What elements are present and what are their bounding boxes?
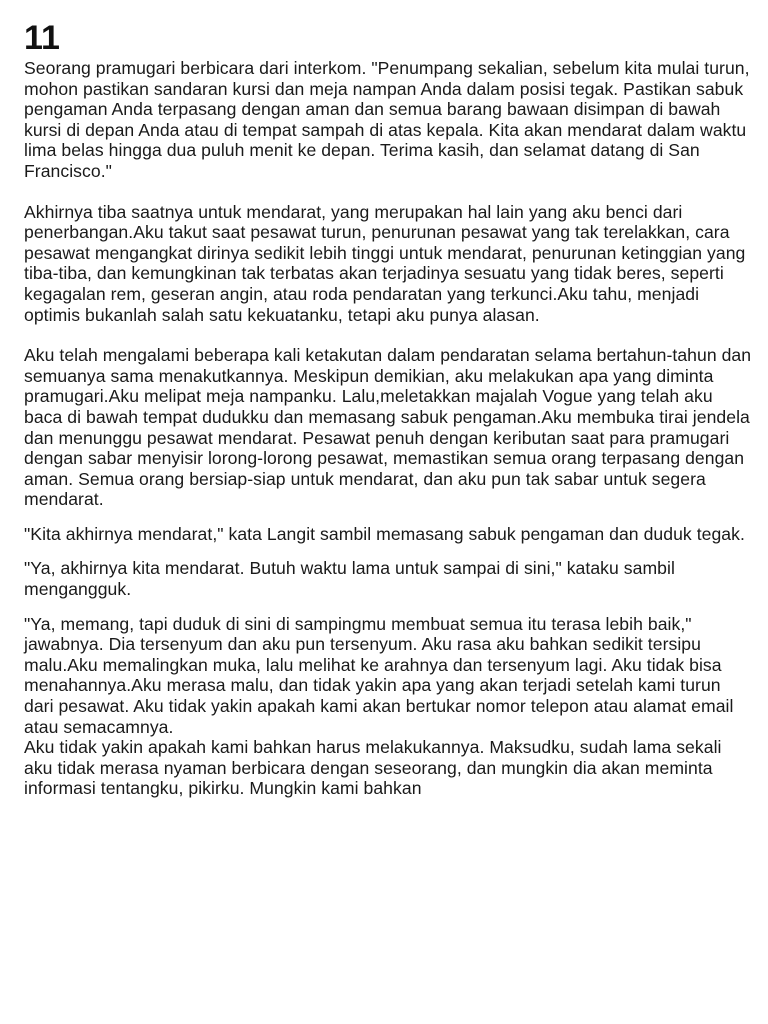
paragraph-langit-dialogue: "Kita akhirnya mendarat," kata Langit sambil memasang sabuk pengaman dan duduk tegak. [24, 523, 745, 544]
paragraph-intercom-announcement: Seorang pramugari berbicara dari interkom. "Penumpang sekalian, sebelum kita mulai turun, mohon pastikan sandaran kursi dan meja nampan Anda dalam posisi tegak. Pastikan sabuk pengaman Anda terpasang dengan aman dan semua barang bawaan disimpan di bawah kursi di depan Anda atau di tempat sampah di atas kepala. Kita akan mendarat dalam waktu lima belas hingga dua puluh menit ke depan. Terima kasih, dan selamat datang di San Francisco." [24, 58, 750, 181]
paragraph-uncertainty: Aku tidak yakin apakah kami bahkan harus melakukannya. Maksudku, sudah lama sekali aku tidak merasa nyaman berbicara dengan seseorang, dan mungkin dia akan meminta informasi tentangku, pikirku. Mungkin kami bahkan [24, 737, 722, 799]
book-page [24, 18, 754, 799]
paragraph-reply-dialogue: "Ya, akhirnya kita mendarat. Butuh waktu lama untuk sampai di sini," kataku sambil mengangguk. [24, 558, 675, 600]
chapter-number: 11 [24, 19, 60, 57]
paragraph-smile-exchange: "Ya, memang, tapi duduk di sini di sampingmu membuat semua itu terasa lebih baik," jawabnya. Dia tersenyum dan aku pun tersenyum. Aku rasa aku bahkan sedikit tersipu malu.Aku memalingkan muka, lalu melihat ke arahnya dan tersenyum lagi. Aku tidak bisa menahannya.Aku merasa malu, dan tidak yakin apa yang akan terjadi setelah kami turun dari pesawat. Aku tidak yakin apakah kami akan bertukar nomor telepon atau alamat email atau semacamnya. [24, 613, 734, 737]
paragraph-preparing-landing: Aku telah mengalami beberapa kali ketakutan dalam pendaratan selama bertahun-tahun dan semuanya sama menakutkannya. Meskipun demikian, aku melakukan apa yang diminta pramugari.Aku melipat meja nampanku. Lalu,meletakkan majalah Vogue yang telah aku baca di bawah tempat dudukku dan memasang sabuk pengaman.Aku membuka tirai jendela dan menunggu pesawat mendarat. Pesawat penuh dengan keributan saat para pramugari dengan sabar menyisir lorong-lorong pesawat, memastikan semua orang terpasang dengan aman. Semua orang bersiap-siap untuk mendarat, dan aku pun tak sabar untuk segera mendarat. [24, 345, 752, 510]
paragraph-landing-fear: Akhirnya tiba saatnya untuk mendarat, yang merupakan hal lain yang aku benci dari penerbangan.Aku takut saat pesawat turun, penurunan pesawat yang tak terelakkan, cara pesawat mengangkat dirinya sedikit lebih tinggi untuk mendarat, penurunan ketinggian yang tiba-tiba, dan kemungkinan tak terbatas akan terjadinya sesuatu yang tidak beres, seperti kegagalan rem, geseran angin, atau roda pendaratan yang terkunci.Aku tahu, menjadi optimis bukanlah salah satu kekuatanku, tetapi aku punya alasan. [24, 201, 746, 325]
